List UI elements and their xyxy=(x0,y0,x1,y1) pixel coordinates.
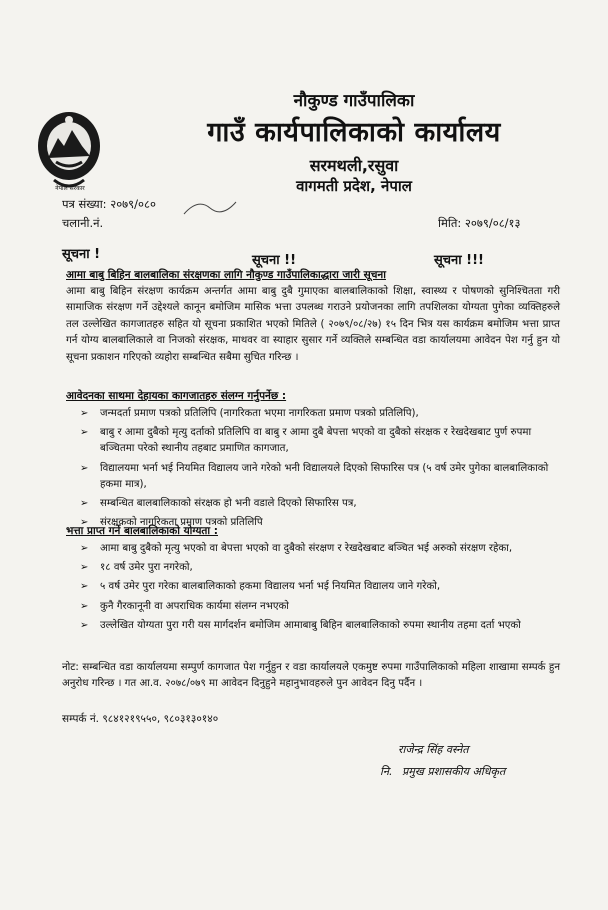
arrow-bullet-icon: ➢ xyxy=(80,581,89,593)
list-item: ➢ आमा बाबु दुबैको मृत्यु भएको वा बेपत्ता भएको वा दुबैको संरक्षण र रेखदेखबाट बञ्चित भई अरुको संरक्षण रहेका, xyxy=(80,541,550,557)
notice-label-3: सूचना !!! xyxy=(434,253,484,268)
arrow-bullet-icon: ➢ xyxy=(80,562,89,574)
arrow-bullet-icon: ➢ xyxy=(80,543,89,554)
arrow-bullet-icon: ➢ xyxy=(80,619,89,631)
list-item: ➢ बाबु र आमा दुबैको मृत्यु दर्ताको प्रतिलिपि वा बाबु र आमा दुबै बेपत्ता भएको वा दुबैको संरक्षक र रेखदेखबाट पुर्ण रुपमा बञ्चितमा परेको स्थानीय तहबाट प्रमाणित कागजात, xyxy=(80,427,532,455)
stamp-mark-icon xyxy=(180,196,240,220)
list-item: ➢ ५ वर्ष उमेर पुरा गरेका बालबालिकाको हकमा विद्यालय भर्ना भई नियमित विद्यालय जाने गरेको, xyxy=(80,579,550,595)
dispatch-number: चलानी.नं. xyxy=(62,216,104,230)
arrow-bullet-icon: ➢ xyxy=(80,427,89,439)
office-title: गाउँ कार्यपालिकाको कार्यालय xyxy=(207,117,501,148)
arrow-bullet-icon: ➢ xyxy=(80,498,89,510)
list-item: ➢ जन्मदर्ता प्रमाण पत्रको प्रतिलिपि (नागरिकता भएमा नागरिकता प्रमाण पत्रको प्रतिलिपि), xyxy=(80,406,550,422)
province-name: वागमती प्रदेश, नेपाल xyxy=(296,177,412,195)
notice-subject: आमा बाबु बिहिन बालबालिका संरक्षणका लागि नौकुण्ड गाउँपालिकाद्धारा जारी सूचना xyxy=(66,269,386,281)
list-item: ➢ १८ वर्ष उमेर पुरा नगरेको, xyxy=(80,560,550,576)
list-item: ➢ संरक्षकको नागरिकता प्रमाण पत्रको प्रतिलिपि xyxy=(80,515,550,531)
letter-date: मिति: २०७९/०८/१३ xyxy=(438,216,521,230)
eligibility-list xyxy=(80,541,550,637)
arrow-bullet-icon: ➢ xyxy=(80,517,89,529)
contact-numbers: सम्पर्क नं. ९८४१२१९५५०, ९८०३१३०१४० xyxy=(62,713,219,725)
documents-list xyxy=(80,406,550,534)
seal-caption: नेपाल सरकार xyxy=(55,185,85,192)
arrow-bullet-icon: ➢ xyxy=(80,462,89,474)
office-location: सरमथली,रसुवा xyxy=(309,156,399,175)
list-item: ➢ कुनै गैरकानूनी वा अपराधिक कार्यमा संलग्न नभएको xyxy=(80,599,550,615)
list-item: ➢ उल्लेखित योग्यता पुरा गरी यस मार्गदर्शन बमोजिम आमाबाबु बिहिन बालबालिकाको रुपमा स्थानीय तहमा दर्ता भएको xyxy=(80,618,550,634)
list-item: ➢ सम्बन्धित बालबालिकाको संरक्षक हो भनी वडाले दिएको सिफारिस पत्र, xyxy=(80,496,550,512)
letter-number: पत्र संख्या: २०७९/०८० xyxy=(62,197,156,211)
notice-label-2: सूचना !! xyxy=(252,253,297,268)
municipality-name: नौकुण्ड गाउँपालिका xyxy=(293,91,415,111)
arrow-bullet-icon: ➢ xyxy=(80,408,89,419)
intro-paragraph: आमा बाबु बिहिन संरक्षण कार्यक्रम अन्तर्गत आमा बाबु दुबै गुमाएका बालबालिकाको शिक्षा, स्वास्थ्य र पोषणको सुनिश्चितता गरी सामाजिक संरक्षण गर्ने उद्देश्यले कानून बमोजिम मासिक भत्ता उपलब्ध गराउने प्रयोजनका लागि तपशिलका योग्यता पुगेका व्यक्तिहरुले तल उल्लेखित कागजातहरु सहित यो सूचना प्रकाशित भएको मितिले ( २०७९/०८/२७) १५ दिन भित्र यस कार्यक्रम बमोजिम भत्ता प्राप्त गर्न योग्य बालबालिकाले वा निजको संरक्षक, माथवर वा स्याहार सुसार गर्ने व्यक्तिले सम्बन्धित वडा कार्यालयमा आवेदन पेश गर्नु हुन यो सूचना प्रकाशन गरिएको व्यहोरा सम्बन्धित सबैमा सुचित गरिन्छ । xyxy=(66,286,560,363)
signatory-prefix: नि. xyxy=(380,765,393,778)
list-item: ➢ विद्यालयमा भर्ना भई नियमित विद्यालय जाने गरेको भनी विद्यालयले दिएको सिफारिस पत्र (५ वर्ष उमेर पुगेका बालबालिकाको हकमा मात्र), xyxy=(80,462,549,490)
arrow-bullet-icon: ➢ xyxy=(80,600,89,612)
note-paragraph: नोट: सम्बन्धित वडा कार्यालयमा सम्पुर्ण कागजात पेश गर्नुहुन र वडा कार्यालयले एकमुष्ट रुपमा गाउँपालिकाको महिला शाखामा सम्पर्क हुन अनुरोध गरिन्छ । गत आ.व. २०७८/०७९ मा आवेदन दिनुहुने महानुभावहरुले पुन आवेदन दिनु पर्दैन । xyxy=(62,662,560,690)
eligibility-heading: भत्ता प्राप्त गर्ने बालबालिकाको योग्यता : xyxy=(66,525,218,537)
signatory-name: राजेन्द्र सिंह वस्नेत xyxy=(398,743,469,756)
notice-label-1: सूचना ! xyxy=(62,247,101,262)
signatory-title: प्रमुख प्रशासकीय अधिकृत xyxy=(402,765,506,778)
documents-heading: आवेदनका साथमा देहायका कागजातहरु संलग्न गर्नुपर्नेछ : xyxy=(66,390,287,402)
